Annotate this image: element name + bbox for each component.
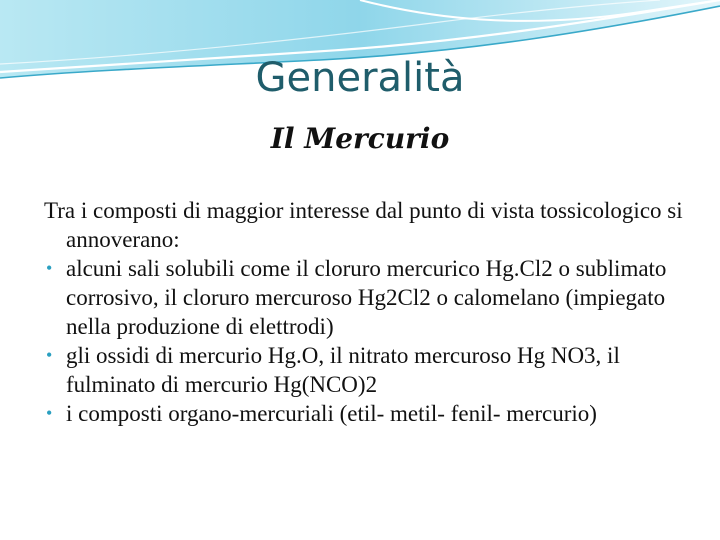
slide-subtitle: Il Mercurio [270,122,450,155]
bullet-text: i composti organo-mercuriali (etil- metil- fenil- mercurio) [66,401,597,426]
list-item [44,341,684,399]
intro-paragraph: Tra i composti di maggior interesse dal punto di vista tossicologico si annoverano: [44,198,683,252]
bullet-dot-icon: • [46,403,53,423]
slide-title: Generalità [255,55,465,101]
bullet-dot-icon: • [46,345,53,365]
list-item [44,399,684,428]
slide-body [44,196,684,428]
bullet-list [44,254,684,428]
bullet-text: alcuni sali solubili come il cloruro mercurico Hg.Cl2 o sublimato corrosivo, il cloruro mercuroso Hg2Cl2 o calomelano (impiegato nella produzione di elettrodi) [66,256,667,339]
bullet-text: gli ossidi di mercurio Hg.O, il nitrato mercuroso Hg NO3, il fulminato di mercurio Hg(NCO)2 [66,343,620,397]
list-item [44,254,684,341]
bullet-dot-icon: • [46,258,53,278]
